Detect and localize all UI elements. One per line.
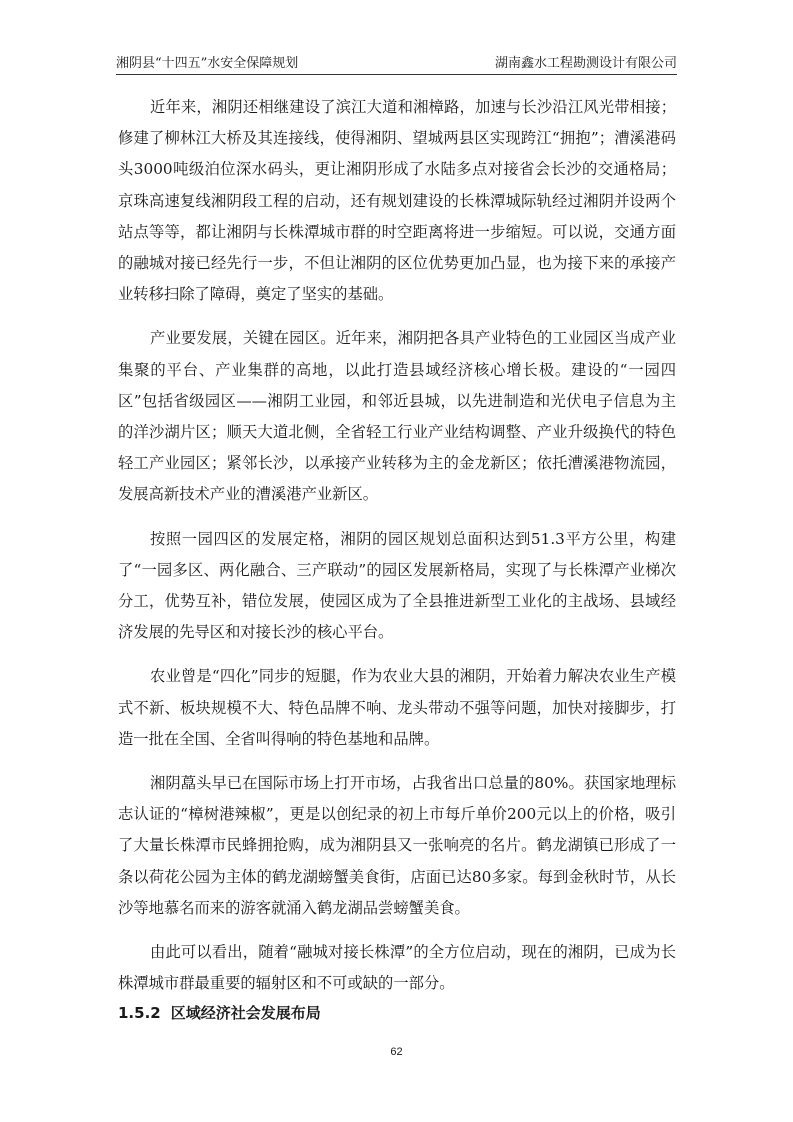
body-text xyxy=(118,92,676,1012)
paragraph-park-planning: 按照一园四区的发展定格，湘阴的园区规划总面积达到51.3平方公里，构建了“一园多区、两化融合、三产联动”的园区发展新格局，实现了与长株潭产业梯次分工，优势互补，错位发展，使园区成为了全县推进新型工业化的主战场、县域经济发展的先导区和对接长沙的核心平台。 xyxy=(118,529,676,642)
paragraph-industrial-parks: 产业要发展，关键在园区。近年来，湘阴把各具产业特色的工业园区当成产业集聚的平台、产业集群的高地，以此打造县域经济核心增长极。建设的“一园四区”包括省级园区——湘阴工业园，和邻近县城，以先进制造和光伏电子信息为主的洋沙湖片区；顺天大道北侧，全省轻工行业产业结构调整、产业升级换代的特色轻工产业园区；紧邻长沙，以承接产业转移为主的金龙新区；依托漕溪港物流园，发展高新技术产业的漕溪港产业新区。 xyxy=(118,329,676,504)
header-company-name: 湖南鑫水工程勘测设计有限公司 xyxy=(494,56,677,71)
section-heading xyxy=(118,1002,321,1023)
page-header xyxy=(116,52,677,75)
paragraph-conclusion: 由此可以看出，随着“融城对接长株潭”的全方位启动，现在的湘阴，已成为长株潭城市群最重要的辐射区和不可或缺的一部分。 xyxy=(118,943,676,993)
page-number: 62 xyxy=(390,1046,403,1058)
paragraph-agriculture: 农业曾是“四化”同步的短腿，作为农业大县的湘阴，开始着力解决农业生产模式不新、板块规模不大、特色品牌不响、龙头带动不强等问题，加快对接脚步，打造一批在全国、全省叫得响的特色基地和品牌。 xyxy=(118,667,676,748)
section-title: 区域经济社会发展布局 xyxy=(170,1004,321,1022)
header-document-title: 湘阴县“十四五”水安全保障规划 xyxy=(116,56,299,71)
section-number: 1.5.2 xyxy=(118,1004,161,1022)
paragraph-transport: 近年来，湘阴还相继建设了滨江大道和湘樟路，加速与长沙沿江风光带相接；修建了柳林江大桥及其连接线，使得湘阴、望城两县区实现跨江“拥抱”；漕溪港码头3000吨级泊位深水码头，更让湘阴形成了水陆多点对接省会长沙的交通格局；京珠高速复线湘阴段工程的启动，还有规划建设的长株潭城际轨经过湘阴并设两个站点等等，都让湘阴与长株潭城市群的时空距离将进一步缩短。可以说，交通方面的融城对接已经先行一步，不但让湘阴的区位优势更加凸显，也为接下来的承接产业转移扫除了障碍，奠定了坚实的基础。 xyxy=(118,98,676,304)
paragraph-local-products: 湘阴藠头早已在国际市场上打开市场，占我省出口总量的80%。获国家地理标志认证的“樟树港辣椒”，更是以创纪录的初上市每斤单价200元以上的价格，吸引了大量长株潭市民蜂拥抢购，成为湘阴县又一张响亮的名片。鹤龙湖镇已形成了一条以荷花公园为主体的鹤龙湖螃蟹美食街，店面已达80多家。每到金秋时节，从长沙等地慕名而来的游客就涌入鹤龙湖品尝螃蟹美食。 xyxy=(118,774,676,917)
